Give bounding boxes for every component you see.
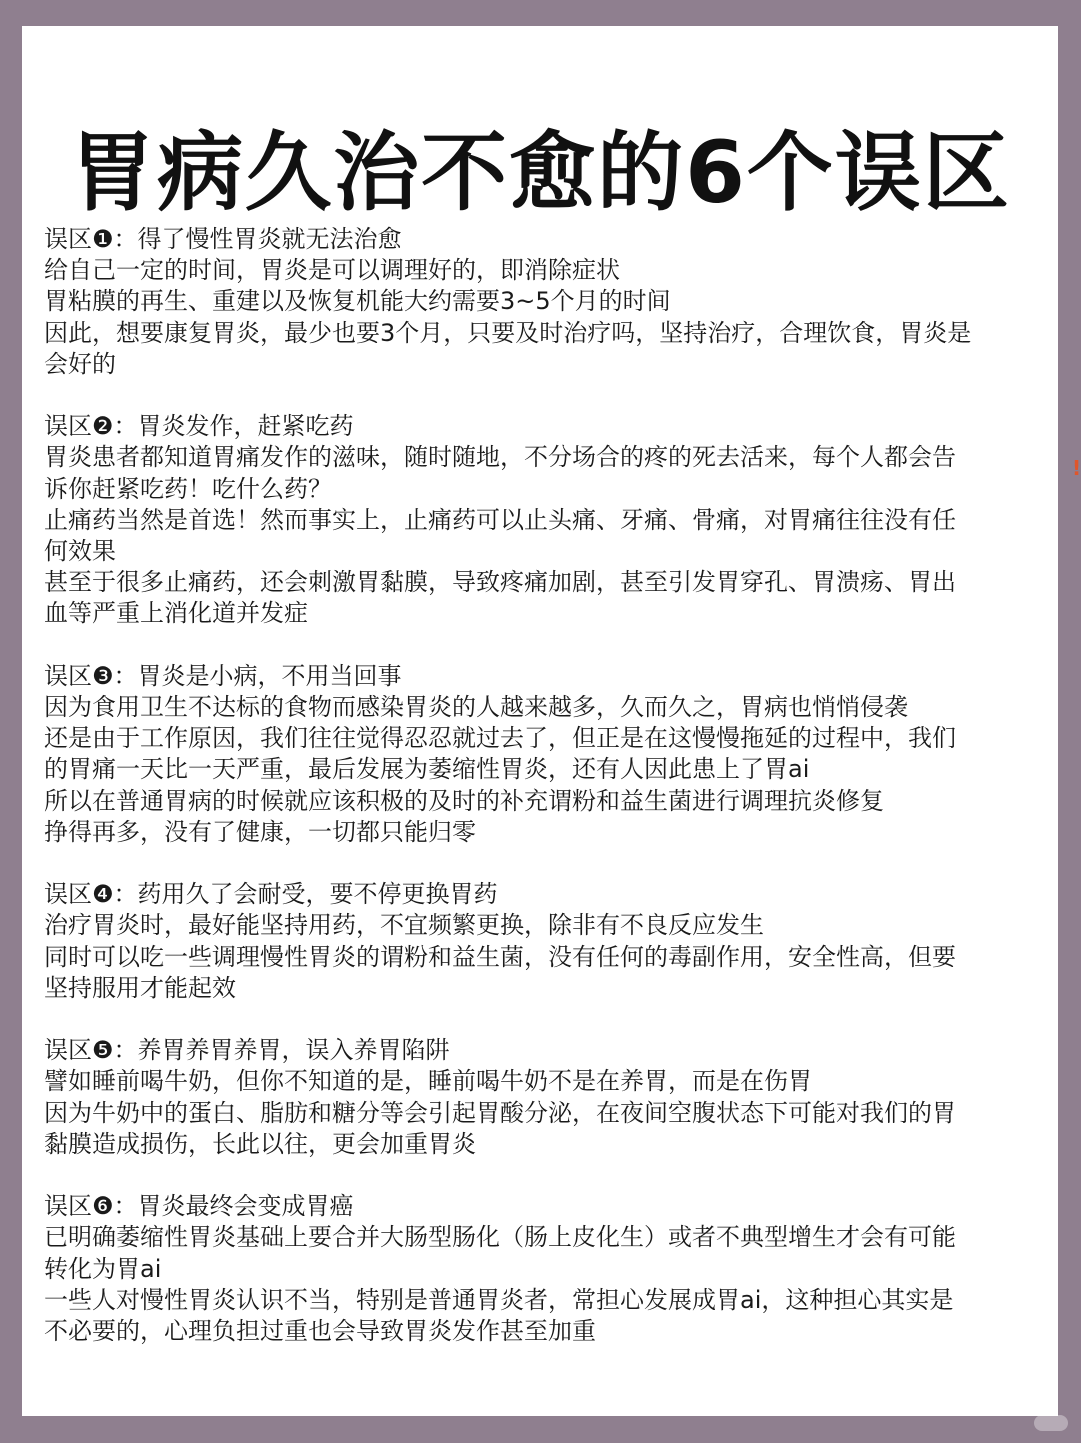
body-line: 因此，想要康复胃炎，最少也要3个月，只要及时治疗吗，坚持治疗，合理饮食，胃炎是 <box>44 318 972 347</box>
article-body <box>44 224 1040 1347</box>
body-line: 胃炎患者都知道胃痛发作的滋味，随时随地，不分场合的疼的死去活来，每个人都会告 <box>44 443 956 472</box>
body-line: 甚至于很多止痛药，还会刺激胃黏膜，导致疼痛加剧，甚至引发胃穿孔、胃溃疡、胃出 <box>44 568 956 597</box>
body-line: 胃粘膜的再生、重建以及恢复机能大约需要3~5个月的时间 <box>44 287 671 316</box>
section-heading: 误区❺：养胃养胃养胃，误入养胃陷阱 <box>44 1036 450 1065</box>
body-line: 何效果 <box>44 537 116 566</box>
body-line: 坚持服用才能起效 <box>44 973 236 1002</box>
section-1 <box>44 224 1040 380</box>
page-title: 胃病久治不愈的6个误区 <box>69 123 1011 223</box>
body-line: 治疗胃炎时，最好能坚持用药，不宜频繁更换，除非有不良反应发生 <box>44 911 764 940</box>
section-3 <box>44 661 1040 848</box>
edge-exclamation-mark: ! <box>1072 456 1081 480</box>
section-4 <box>44 879 1040 1004</box>
section-5 <box>44 1035 1040 1160</box>
corner-watermark-badge <box>1034 1415 1068 1431</box>
body-line: 已明确萎缩性胃炎基础上要合并大肠型肠化（肠上皮化生）或者不典型增生才会有可能 <box>44 1223 956 1252</box>
section-6 <box>44 1191 1040 1347</box>
body-line: 因为牛奶中的蛋白、脂肪和糖分等会引起胃酸分泌，在夜间空腹状态下可能对我们的胃 <box>44 1098 956 1127</box>
body-line: 转化为胃ai <box>44 1254 162 1283</box>
body-line: 的胃痛一天比一天严重，最后发展为萎缩性胃炎，还有人因此患上了胃ai <box>44 755 810 784</box>
body-line: 譬如睡前喝牛奶，但你不知道的是，睡前喝牛奶不是在养胃，而是在伤胃 <box>44 1067 812 1096</box>
section-heading: 误区❷：胃炎发作，赶紧吃药 <box>44 412 354 441</box>
body-line: 挣得再多，没有了健康，一切都只能归零 <box>44 817 476 846</box>
body-line: 因为食用卫生不达标的食物而感染胃炎的人越来越多，久而久之，胃病也悄悄侵袭 <box>44 693 908 722</box>
body-line: 一些人对慢性胃炎认识不当，特别是普通胃炎者，常担心发展成胃ai，这种担心其实是 <box>44 1285 954 1314</box>
body-line: 诉你赶紧吃药！吃什么药？ <box>44 474 332 503</box>
section-heading: 误区❻：胃炎最终会变成胃癌 <box>44 1192 354 1221</box>
section-heading: 误区❹：药用久了会耐受，要不停更换胃药 <box>44 880 498 909</box>
body-line: 给自己一定的时间，胃炎是可以调理好的，即消除症状 <box>44 256 620 285</box>
body-line: 同时可以吃一些调理慢性胃炎的谓粉和益生菌，没有任何的毒副作用，安全性高，但要 <box>44 942 956 971</box>
body-line: 不必要的，心理负担过重也会导致胃炎发作甚至加重 <box>44 1317 596 1346</box>
body-line: 会好的 <box>44 349 116 378</box>
body-line: 所以在普通胃病的时候就应该积极的及时的补充谓粉和益生菌进行调理抗炎修复 <box>44 786 884 815</box>
body-line: 止痛药当然是首选！然而事实上，止痛药可以止头痛、牙痛、骨痛，对胃痛往往没有任 <box>44 505 956 534</box>
content-card <box>22 26 1058 1416</box>
section-heading: 误区❸：胃炎是小病，不用当回事 <box>44 661 402 690</box>
body-line: 血等严重上消化道并发症 <box>44 599 308 628</box>
section-2 <box>44 411 1040 629</box>
section-heading: 误区❶：得了慢性胃炎就无法治愈 <box>44 225 402 253</box>
body-line: 还是由于工作原因，我们往往觉得忍忍就过去了，但正是在这慢慢拖延的过程中，我们 <box>44 724 956 753</box>
body-line: 黏膜造成损伤，长此以往，更会加重胃炎 <box>44 1129 476 1158</box>
